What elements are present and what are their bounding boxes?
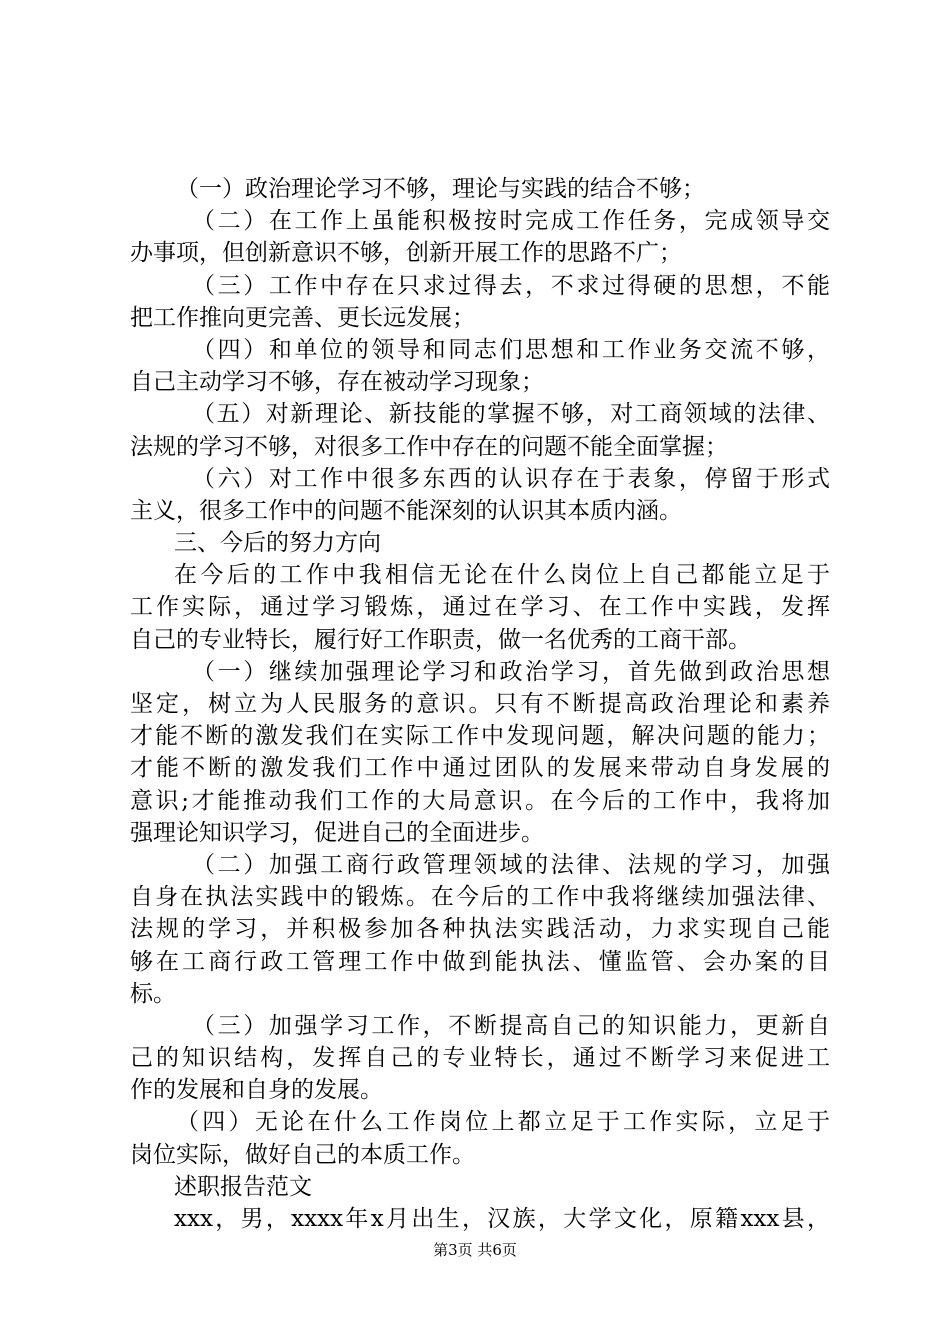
text-line: 才能不断的激发我们工作中通过团队的发展来带动自身发展的 [130, 755, 830, 782]
text-line: 够在工商行政工管理工作中做到能执法、懂监管、会办案的目 [130, 948, 830, 975]
text-line: xxx，男，xxxx年x月出生，汉族，大学文化，原籍xxx县， [174, 1206, 830, 1232]
text-line: 三、今后的努力方向 [174, 530, 381, 557]
text-line: （五）对新理论、新技能的掌握不够，对工商领域的法律、 [192, 401, 830, 428]
text-line: 才能不断的激发我们在实际工作中发现问题，解决问题的能力； [130, 723, 830, 750]
text-line: 标。 [130, 980, 176, 1007]
text-line: 法规的学习，并积极参加各种执法实践活动，力求实现自己能 [130, 916, 830, 943]
text-line: 法规的学习不够，对很多工作中存在的问题不能全面掌握； [130, 433, 728, 460]
text-line: 强理论知识学习，促进自己的全面进步。 [130, 819, 544, 846]
text-line: 坚定，树立为人民服务的意识。只有不断提高政治理论和素养 [130, 691, 830, 717]
text-line: 意识;才能推动我们工作的大局意识。在今后的工作中，我将加 [130, 787, 830, 814]
text-line: 作的发展和自身的发展。 [130, 1077, 383, 1104]
text-line: （三）加强学习工作，不断提高自己的知识能力，更新自 [192, 1012, 830, 1039]
text-line: （四）无论在什么工作岗位上都立足于工作实际，立足于 [176, 1109, 830, 1136]
text-line: （六）对工作中很多东西的认识存在于表象，停留于形式 [192, 465, 830, 492]
text-line: 工作实际，通过学习锻炼，通过在学习、在工作中实践，发挥 [130, 594, 830, 621]
text-line: 在今后的工作中我相信无论在什么岗位上自己都能立足于 [174, 562, 830, 589]
text-line: （一）政治理论学习不够，理论与实践的结合不够； [176, 176, 705, 202]
page-footer: 第3页 共6页 [433, 1241, 517, 1259]
text-line: 述职报告范文 [174, 1173, 312, 1200]
text-line: （二）在工作上虽能积极按时完成工作任务，完成领导交 [192, 208, 830, 235]
text-line: 岗位实际，做好自己的本质工作。 [130, 1141, 475, 1168]
text-line: 主义，很多工作中的问题不能深刻的认识其本质内涵。 [130, 497, 682, 524]
text-line: 办事项，但创新意识不够，创新开展工作的思路不广； [130, 240, 682, 267]
document-body [130, 173, 830, 1235]
text-line: 己的知识结构，发挥自己的专业特长，通过不断学习来促进工 [130, 1045, 830, 1072]
text-line: （三）工作中存在只求过得去，不求过得硬的思想，不能 [192, 272, 830, 299]
text-line: （一）继续加强理论学习和政治学习，首先做到政治思想 [192, 658, 830, 685]
text-line: 自己的专业特长，履行好工作职责，做一名优秀的工商干部。 [130, 626, 751, 653]
text-line: 自己主动学习不够，存在被动学习现象； [130, 369, 544, 396]
text-line: 把工作推向更完善、更长远发展； [130, 304, 475, 331]
text-line: （四）和单位的领导和同志们思想和工作业务交流不够， [192, 336, 830, 363]
text-line: （二）加强工商行政管理领域的法律、法规的学习，加强 [192, 851, 830, 878]
text-line: 自身在执法实践中的锻炼。在今后的工作中我将继续加强法律、 [130, 884, 830, 911]
